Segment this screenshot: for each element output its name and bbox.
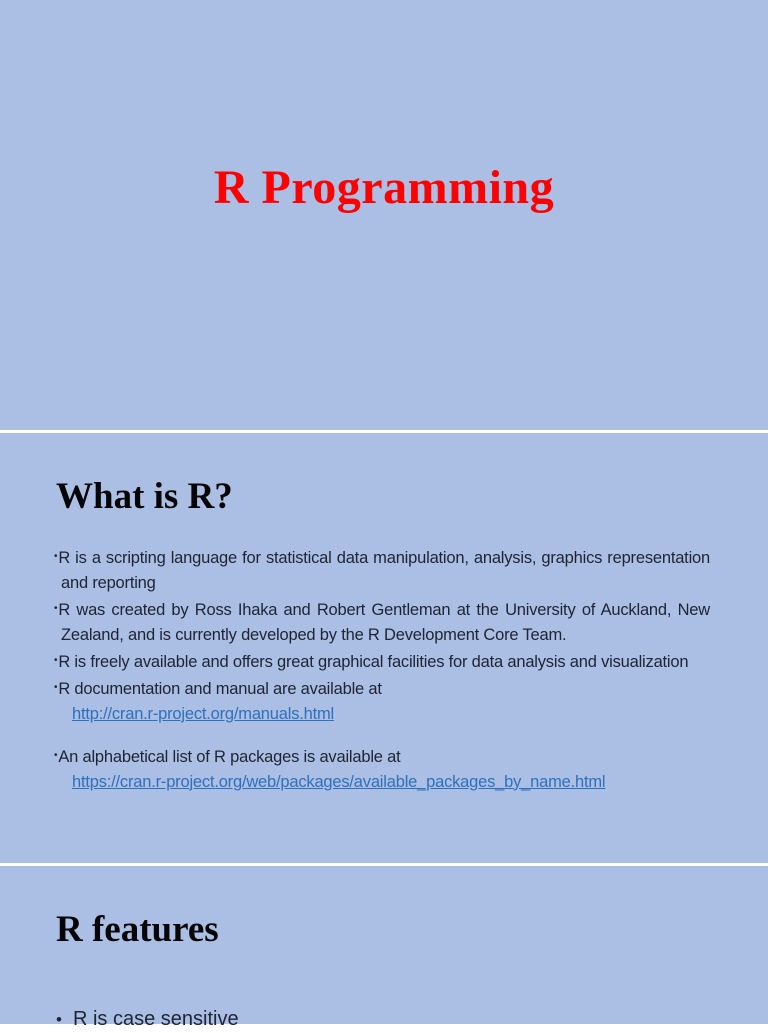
link-line: [56, 702, 710, 727]
bullet-created-by: [56, 596, 710, 648]
bullet-text: R is case sensitive: [72, 1007, 239, 1030]
bullet-text: R is freely available and offers great graphical facilities for data analysis and visualization: [58, 652, 689, 671]
bullet-icon: •: [54, 550, 58, 562]
bullet-text: R is a scripting language for statistical data manipulation, analysis, graphics representation and reporting: [58, 548, 710, 592]
slide-r-features: [0, 866, 768, 1030]
bullet-documentation: [56, 675, 710, 702]
available-packages-link[interactable]: https://cran.r-project.org/web/packages/available_packages_by_name.html: [72, 772, 606, 791]
presentation-title: R Programming: [213, 161, 555, 214]
bullet-icon: •: [54, 602, 58, 614]
bullet-icon: •: [54, 654, 58, 666]
bullet-icon: •: [56, 1009, 62, 1029]
bullet-text: R documentation and manual are available at: [58, 679, 382, 698]
bullet-text: R was created by Ross Ihaka and Robert Gentleman at the University of Auckland, New Zealand, and is currently developed by the R Development Core Team.: [58, 600, 710, 644]
bullet-scripting-language: [56, 544, 710, 596]
slide-body: [56, 544, 710, 795]
bullet-icon: •: [54, 681, 58, 693]
bullet-case-sensitive: [56, 1006, 710, 1033]
slide-heading: R features: [56, 909, 219, 950]
bullet-alphabetical-list: [56, 743, 710, 770]
slide-what-is-r: [0, 433, 768, 863]
bullet-text: An alphabetical list of R packages is available at: [58, 747, 401, 766]
slide-heading: What is R?: [56, 476, 233, 517]
link-line: [56, 770, 710, 795]
bullet-icon: •: [54, 749, 58, 761]
manuals-link[interactable]: http://cran.r-project.org/manuals.html: [72, 704, 335, 723]
slide-title-r-programming: [0, 0, 768, 430]
bullet-freely-available: [56, 648, 710, 675]
